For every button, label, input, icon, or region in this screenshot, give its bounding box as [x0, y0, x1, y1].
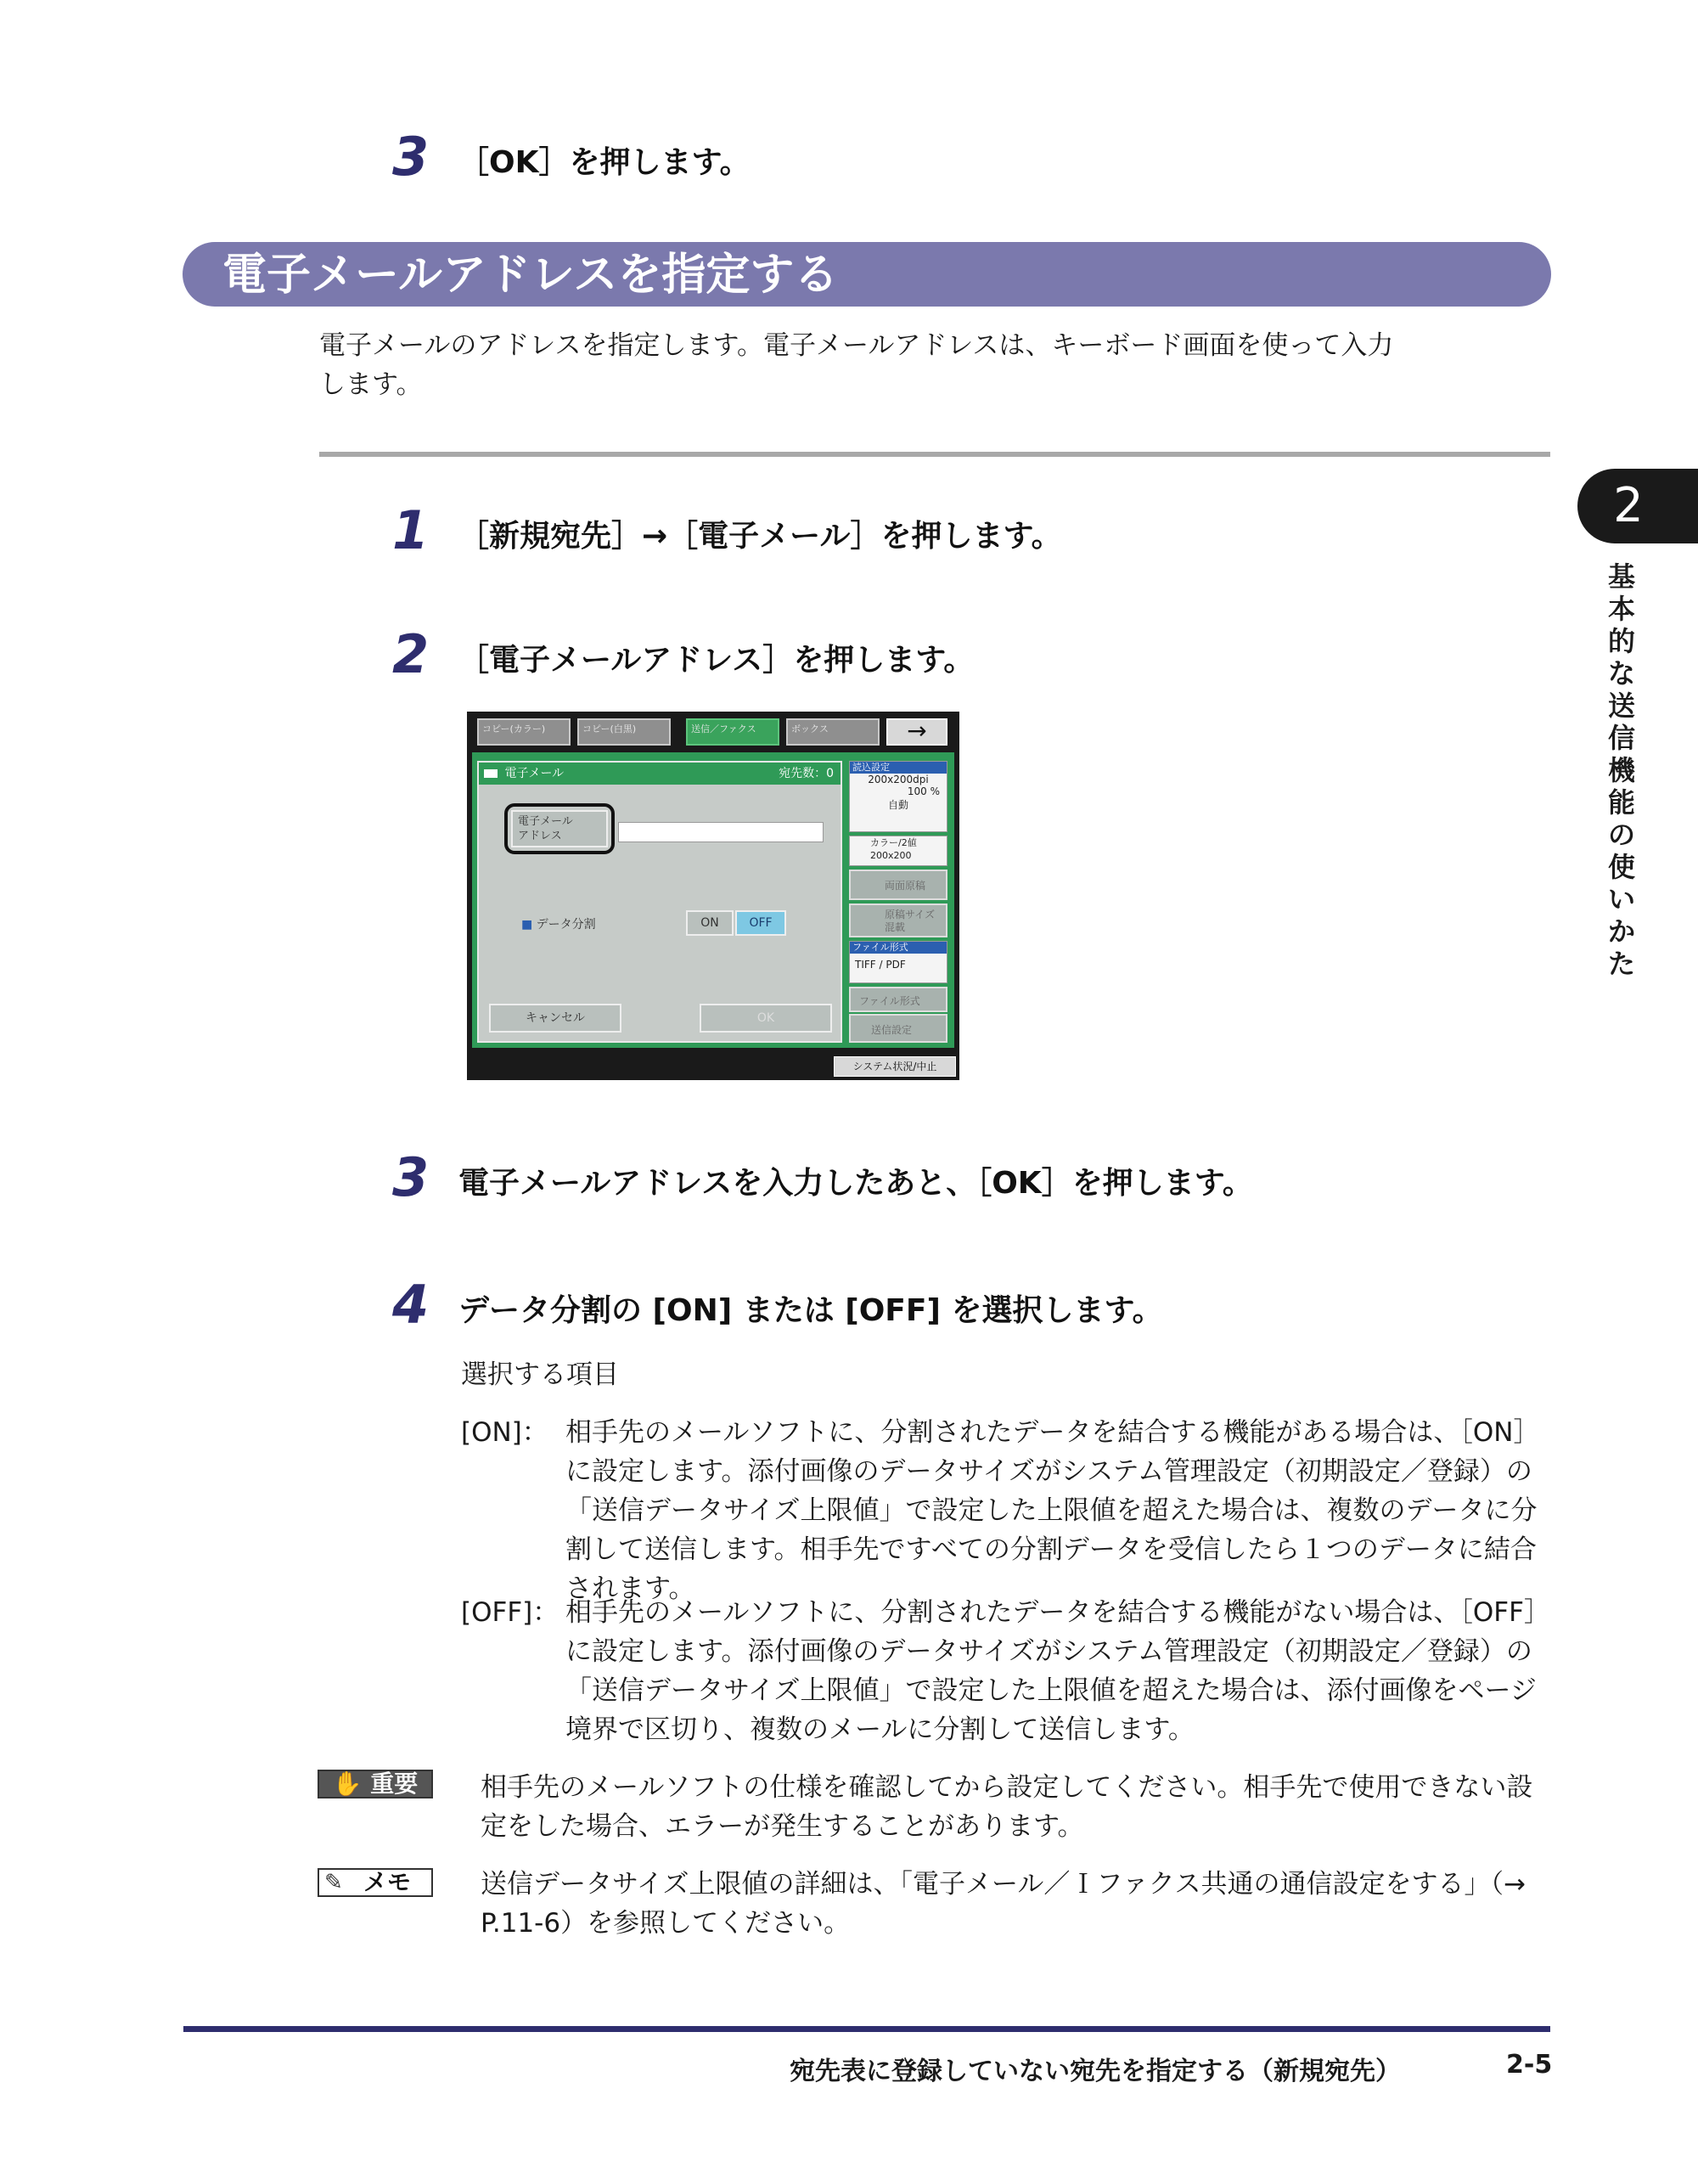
- hand-icon: ✋: [332, 1770, 363, 1798]
- file-format-header: ファイル形式: [850, 942, 947, 954]
- send-settings-button[interactable]: 送信設定: [849, 1014, 947, 1043]
- email-address-field[interactable]: [618, 822, 824, 842]
- system-status-button[interactable]: システム状況/中止: [834, 1056, 956, 1077]
- on-line: 「送信データサイズ上限値」で設定した上限値を超えた場合は、複数のデータに分: [565, 1495, 1538, 1526]
- on-line: 相手先のメールソフトに、分割されたデータを結合する機能がある場合は、［ON］: [565, 1417, 1540, 1448]
- cancel-button[interactable]: キャンセル: [489, 1004, 621, 1033]
- step-text: ［電子メールアドレス］を押します。: [458, 643, 975, 678]
- pencil-icon: ✎: [324, 1870, 343, 1895]
- ok-button[interactable]: OK: [700, 1004, 832, 1033]
- step-text: 電子メールアドレスを入力したあと、［OK］を押します。: [458, 1166, 1253, 1201]
- on-line: されます。: [565, 1573, 695, 1604]
- step-number: 3: [392, 126, 430, 188]
- memo-line-2: P.11-6）を参照してください。: [481, 1908, 851, 1939]
- on-line: 割して送信します。相手先ですべての分割データを受信したら１つのデータに結合: [565, 1534, 1537, 1565]
- step-number: 1: [392, 499, 430, 561]
- panel-title: 電子メール: [504, 767, 565, 780]
- footer-rule: [183, 2026, 1550, 2032]
- color-mode-box[interactable]: [849, 836, 947, 866]
- tab-send-fax[interactable]: 送信／ファクス: [686, 718, 779, 746]
- email-address-button-line2: アドレス: [518, 830, 562, 842]
- step-number: 4: [392, 1274, 430, 1336]
- step-number: 3: [392, 1146, 430, 1208]
- email-address-button-line1: 電子メール: [518, 815, 573, 828]
- mail-icon: [484, 769, 498, 778]
- scan-settings-header: 読込設定: [850, 762, 947, 774]
- scan-settings-box[interactable]: [849, 761, 947, 832]
- split-off-button[interactable]: OFF: [735, 910, 786, 936]
- recipient-count: 宛先数：0: [779, 767, 834, 780]
- duplex-button[interactable]: 両面原稿: [849, 870, 947, 900]
- intro-line-1: 電子メールのアドレスを指定します。電子メールアドレスは、キーボード画面を使って入力: [319, 330, 1394, 361]
- bullet-icon: ■: [521, 918, 537, 932]
- zoom-value: 100 %: [907, 785, 940, 797]
- data-split-text: データ分割: [536, 918, 596, 932]
- file-format-button[interactable]: ファイル形式: [849, 987, 947, 1012]
- data-split-label: [521, 915, 596, 932]
- settings-sidebar: [849, 761, 951, 1043]
- auto-value: 自動: [887, 799, 908, 811]
- chapter-title: 基本的な送信機能の使いかた: [1607, 560, 1635, 980]
- choice-title: 選択する項目: [461, 1359, 619, 1390]
- original-size-label: 原稿サイズ: [885, 909, 936, 920]
- off-line: 「送信データサイズ上限値」で設定した上限値を超えた場合は、添付画像をページ: [565, 1675, 1537, 1706]
- next-tab-arrow-icon[interactable]: →: [886, 718, 947, 746]
- original-size-value: 混載: [885, 921, 906, 933]
- on-item-label: [ON]：: [461, 1417, 548, 1448]
- email-panel: [477, 761, 842, 1043]
- step-text: データ分割の [ON] または [OFF] を選択します。: [458, 1293, 1163, 1328]
- important-badge-fill: [319, 1771, 431, 1797]
- important-badge-label: 重要: [370, 1770, 419, 1798]
- original-size-button[interactable]: [849, 903, 947, 937]
- panel-header: [479, 763, 841, 785]
- off-line: に設定します。添付画像のデータサイズがシステム管理設定（初期設定／登録）の: [565, 1636, 1532, 1667]
- page-number: 2-5: [1506, 2050, 1553, 2080]
- step-text: ［新規宛先］→［電子メール］を押します。: [458, 519, 1062, 554]
- intro-line-2: します。: [319, 369, 423, 400]
- memo-badge-label: メモ: [363, 1868, 412, 1896]
- off-line: 境界で区切り、複数のメールに分割して送信します。: [565, 1714, 1195, 1745]
- status-bar: [467, 1051, 959, 1080]
- on-item-description: [565, 1413, 1550, 1608]
- tab-box[interactable]: ボックス: [786, 718, 880, 746]
- off-item-description: [565, 1593, 1550, 1749]
- tab-copy-bw[interactable]: コピー(白黒): [577, 718, 671, 746]
- tab-copy-color[interactable]: コピー(カラー): [477, 718, 571, 746]
- important-badge: [318, 1770, 433, 1798]
- on-line: に設定します。添付画像のデータサイズがシステム管理設定（初期設定／登録）の: [565, 1456, 1532, 1487]
- file-format-box[interactable]: [849, 941, 947, 983]
- color-res-value: 200x200: [870, 850, 912, 861]
- off-item-label: [OFF]：: [461, 1597, 559, 1628]
- important-line-2: 定をした場合、エラーが発生することがあります。: [481, 1811, 1084, 1842]
- memo-badge: [318, 1868, 433, 1897]
- step-text: ［OK］を押します。: [458, 145, 751, 180]
- device-screenshot: [467, 712, 959, 1080]
- file-format-value: TIFF / PDF: [855, 959, 906, 971]
- email-address-button[interactable]: [511, 810, 608, 847]
- memo-line-1: 送信データサイズ上限値の詳細は、「電子メール／Ｉファクス共通の通信設定をする」（→: [481, 1869, 1526, 1900]
- footer-title: 宛先表に登録していない宛先を指定する（新規宛先）: [790, 2057, 1401, 2086]
- divider: [319, 452, 1550, 457]
- color-mode-value: カラー/2値: [870, 837, 917, 848]
- important-line-1: 相手先のメールソフトの仕様を確認してから設定してください。相手先で使用できない設: [481, 1772, 1533, 1803]
- section-title: 電子メールアドレスを指定する: [222, 250, 839, 301]
- resolution-value: 200x200dpi: [868, 774, 929, 785]
- off-line: 相手先のメールソフトに、分割されたデータを結合する機能がない場合は、［OFF］: [565, 1597, 1550, 1628]
- chapter-number: 2: [1613, 478, 1644, 533]
- step-number: 2: [392, 623, 430, 685]
- split-on-button[interactable]: ON: [686, 910, 734, 936]
